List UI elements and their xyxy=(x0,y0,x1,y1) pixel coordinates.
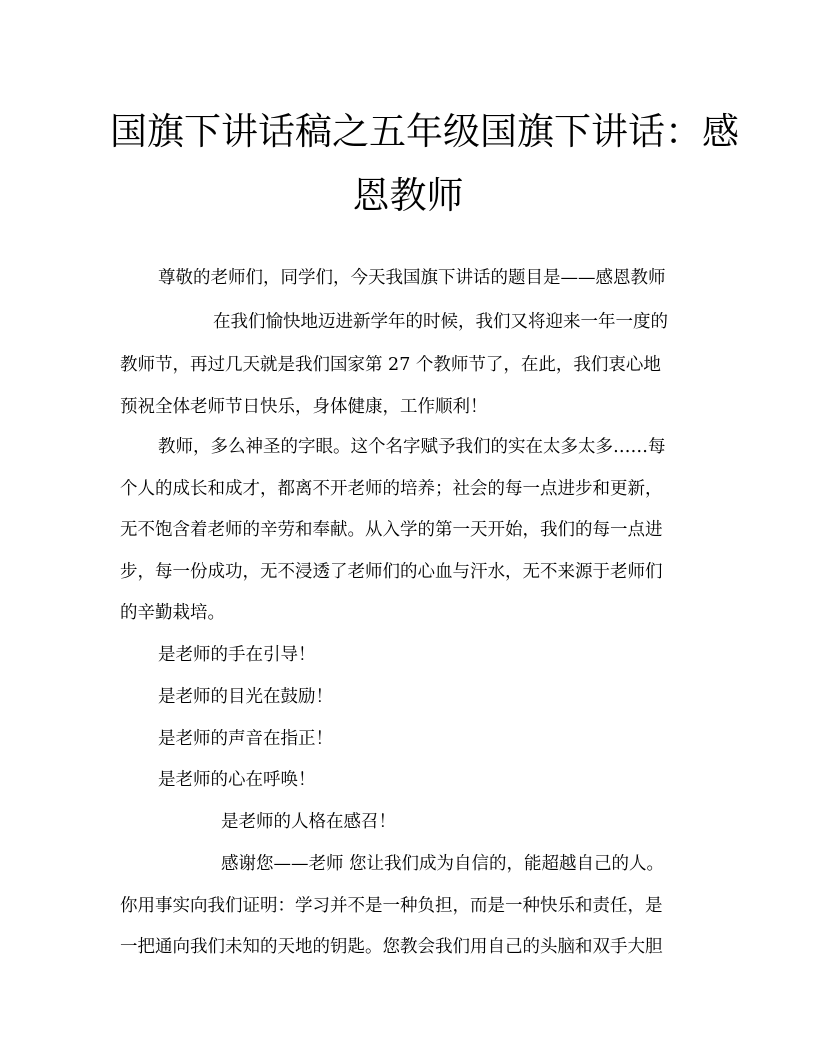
paragraph-line: 步，每一份成功，无不浸透了老师们的心血与汗水，无不来源于老师们 xyxy=(120,562,663,582)
paragraph-line: 感谢您——老师 您让我们成为自信的，能超越自己的人。 xyxy=(221,854,665,874)
paragraph-line: 教师节，再过几天就是我们国家第 27 个教师节了，在此，我们衷心地 xyxy=(120,355,661,375)
document-title-line-2: 恩教师 xyxy=(352,174,464,217)
paragraph-line: 是老师的目光在鼓励！ xyxy=(158,687,333,707)
paragraph-line: 一把通向我们未知的天地的钥匙。您教会我们用自己的头脑和双手大胆 xyxy=(120,937,663,957)
paragraph-line: 是老师的手在引导！ xyxy=(158,645,316,665)
document-title-line-1: 国旗下讲话稿之五年级国旗下讲话：感 xyxy=(110,110,739,153)
paragraph-line: 是老师的人格在感召！ xyxy=(221,812,396,832)
paragraph-line: 无不饱含着老师的辛劳和奉献。从入学的第一天开始，我们的每一点进 xyxy=(120,520,663,540)
paragraph-line: 你用事实向我们证明：学习并不是一种负担，而是一种快乐和责任，是 xyxy=(120,896,663,916)
paragraph-line: 教师，多么神圣的字眼。这个名字赋予我们的实在太多太多……每 xyxy=(158,437,666,457)
paragraph-line: 个人的成长和成才，都离不开老师的培养；社会的每一点进步和更新， xyxy=(120,479,663,499)
paragraph-line: 尊敬的老师们，同学们，今天我国旗下讲话的题目是——感恩教师 xyxy=(158,268,666,288)
paragraph-line: 在我们愉快地迈进新学年的时候，我们又将迎来一年一度的 xyxy=(213,312,668,332)
paragraph-line: 是老师的声音在指正！ xyxy=(158,729,333,749)
paragraph-line: 是老师的心在呼唤！ xyxy=(158,770,316,790)
paragraph-line: 预祝全体老师节日快乐，身体健康，工作顺利！ xyxy=(120,397,488,417)
paragraph-line: 的辛勤栽培。 xyxy=(120,603,225,623)
